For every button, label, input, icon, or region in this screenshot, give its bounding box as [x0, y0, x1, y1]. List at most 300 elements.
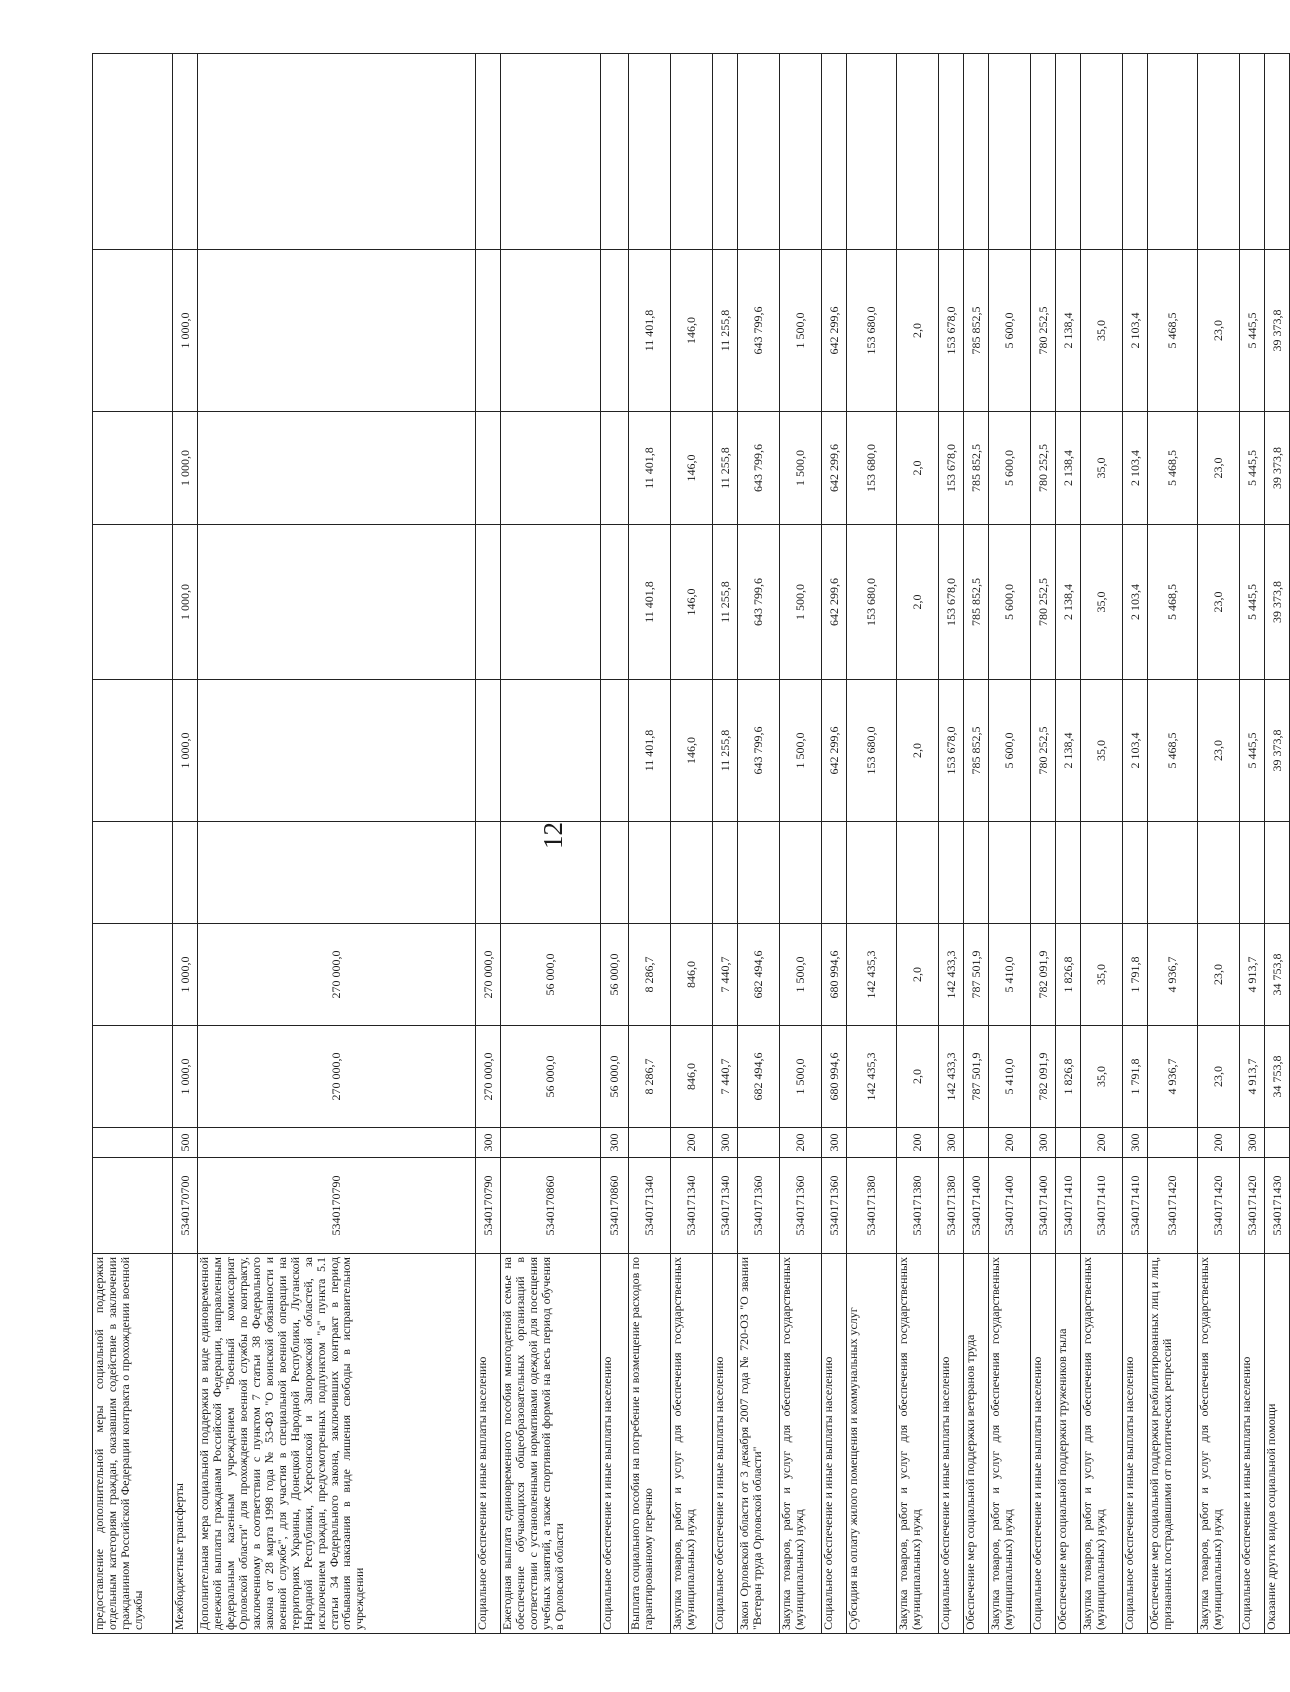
amount-cell: 35,0	[1081, 525, 1123, 680]
empty-cell	[1081, 54, 1123, 250]
amount-cell: 35,0	[1081, 680, 1123, 822]
amount-cell	[671, 822, 713, 924]
target-article-code-cell	[93, 1158, 173, 1254]
table-row	[601, 54, 629, 1634]
amount-cell: 23,0	[1198, 412, 1240, 525]
expense-type-code-cell	[1056, 1128, 1081, 1158]
amount-cell	[847, 822, 897, 924]
table-row	[847, 54, 897, 1634]
empty-cell	[93, 54, 173, 250]
amount-cell: 2 103,4	[1123, 525, 1148, 680]
amount-cell: 5 600,0	[989, 412, 1031, 525]
amount-cell	[198, 822, 476, 924]
target-article-code-cell: 5340171400	[1031, 1158, 1056, 1254]
amount-cell: 35,0	[1081, 250, 1123, 412]
row-name-cell: Оказание других видов социальной помощи	[1265, 1254, 1290, 1634]
row-name-cell: Закупка товаров, работ и услуг для обеспечения государственных (муниципальных) нужд	[897, 1254, 939, 1634]
table-row	[93, 54, 173, 1634]
amount-cell: 23,0	[1198, 250, 1240, 412]
amount-cell	[601, 822, 629, 924]
amount-cell: 643 799,6	[738, 680, 780, 822]
amount-cell: 270 000,0	[476, 924, 501, 1026]
amount-cell: 4 913,7	[1240, 1026, 1265, 1128]
table-row	[738, 54, 780, 1634]
empty-cell	[601, 54, 629, 250]
amount-cell: 2 103,4	[1123, 680, 1148, 822]
target-article-code-cell: 5340171360	[780, 1158, 822, 1254]
target-article-code-cell: 5340171430	[1265, 1158, 1290, 1254]
row-name-cell: Социальное обеспечение и иные выплаты населению	[1031, 1254, 1056, 1634]
expense-type-code-cell: 300	[1240, 1128, 1265, 1158]
amount-cell: 142 435,3	[847, 924, 897, 1026]
row-name-cell: Межбюджетные трансферты	[173, 1254, 198, 1634]
target-article-code-cell: 5340171400	[989, 1158, 1031, 1254]
amount-cell: 785 852,5	[964, 525, 989, 680]
row-name-cell: Дополнительная мера социальной поддержки в виде единовременной денежной выплаты гражданам Российской Федерации, направленным федеральным казенным учреждением "Военный комиссариат Орловской области" для прохождения военной службы по контракту, заключенному в соответствии с пунктом 7 статьи 38 Федерального закона от 28 марта 1998 года № 53-ФЗ "О воинской обязанности и военной службе", для участия в специальной военной операции на территориях Украины, Донецкой Народной Республики, Луганской Народной Республики, Херсонской и Запорожской областей, за исключением граждан, предусмотренных подпунктом "а" пункта 5.1 статьи 34 Федерального закона, заключивших контракт в период отбывания наказания в виде лишения свободы в исправительном учреждении	[198, 1254, 476, 1634]
amount-cell: 680 994,6	[822, 924, 847, 1026]
amount-cell: 787 501,9	[964, 1026, 989, 1128]
amount-cell: 146,0	[671, 412, 713, 525]
empty-cell	[173, 54, 198, 250]
expense-type-code-cell	[964, 1128, 989, 1158]
amount-cell: 2,0	[897, 1026, 939, 1128]
amount-cell	[93, 924, 173, 1026]
amount-cell: 5 445,5	[1240, 525, 1265, 680]
amount-cell: 846,0	[671, 1026, 713, 1128]
amount-cell: 2 103,4	[1123, 250, 1148, 412]
expense-type-code-cell: 300	[601, 1128, 629, 1158]
amount-cell: 1 500,0	[780, 1026, 822, 1128]
amount-cell: 1 000,0	[173, 680, 198, 822]
amount-cell: 4 936,7	[1148, 1026, 1198, 1128]
amount-cell	[198, 250, 476, 412]
amount-cell	[173, 822, 198, 924]
amount-cell: 23,0	[1198, 1026, 1240, 1128]
expense-type-code-cell	[198, 1128, 476, 1158]
amount-cell	[93, 525, 173, 680]
amount-cell: 642 299,6	[822, 250, 847, 412]
amount-cell: 5 600,0	[989, 250, 1031, 412]
amount-cell: 56 000,0	[501, 1026, 601, 1128]
row-name-cell: Социальное обеспечение и иные выплаты населению	[1123, 1254, 1148, 1634]
target-article-code-cell: 5340171340	[713, 1158, 738, 1254]
empty-cell	[847, 54, 897, 250]
amount-cell: 2 138,4	[1056, 525, 1081, 680]
amount-cell: 1 500,0	[780, 525, 822, 680]
amount-cell: 2,0	[897, 250, 939, 412]
amount-cell: 270 000,0	[198, 924, 476, 1026]
amount-cell: 39 373,8	[1265, 525, 1290, 680]
page-number: 12	[538, 822, 568, 849]
target-article-code-cell: 5340170790	[476, 1158, 501, 1254]
empty-cell	[822, 54, 847, 250]
amount-cell: 1 000,0	[173, 525, 198, 680]
amount-cell: 2 138,4	[1056, 412, 1081, 525]
row-name-cell: Закон Орловской области от 3 декабря 2007 года № 720-ОЗ "О звании "Ветеран труда Орловской области"	[738, 1254, 780, 1634]
amount-cell: 2 138,4	[1056, 680, 1081, 822]
amount-cell: 785 852,5	[964, 412, 989, 525]
amount-cell: 39 373,8	[1265, 412, 1290, 525]
amount-cell	[1056, 822, 1081, 924]
amount-cell: 142 433,3	[939, 924, 964, 1026]
table-row	[1198, 54, 1240, 1634]
expense-type-code-cell: 500	[173, 1128, 198, 1158]
amount-cell	[964, 822, 989, 924]
expense-type-code-cell: 200	[897, 1128, 939, 1158]
empty-cell	[1056, 54, 1081, 250]
amount-cell: 56 000,0	[501, 924, 601, 1026]
amount-cell	[1031, 822, 1056, 924]
amount-cell: 142 435,3	[847, 1026, 897, 1128]
row-name-cell: Обеспечение мер социальной поддержки ветеранов труда	[964, 1254, 989, 1634]
table-row	[1056, 54, 1081, 1634]
expense-type-code-cell: 300	[939, 1128, 964, 1158]
empty-cell	[476, 54, 501, 250]
empty-cell	[897, 54, 939, 250]
amount-cell	[1148, 822, 1198, 924]
amount-cell: 642 299,6	[822, 412, 847, 525]
amount-cell: 846,0	[671, 924, 713, 1026]
target-article-code-cell: 5340171410	[1123, 1158, 1148, 1254]
target-article-code-cell: 5340171360	[822, 1158, 847, 1254]
amount-cell: 1 500,0	[780, 250, 822, 412]
amount-cell: 5 410,0	[989, 924, 1031, 1026]
amount-cell: 146,0	[671, 525, 713, 680]
amount-cell: 153 678,0	[939, 680, 964, 822]
amount-cell: 2,0	[897, 525, 939, 680]
table-row	[1265, 54, 1290, 1634]
table-row	[198, 54, 476, 1634]
amount-cell: 4 936,7	[1148, 924, 1198, 1026]
target-article-code-cell: 5340171340	[629, 1158, 671, 1254]
amount-cell	[629, 822, 671, 924]
amount-cell: 34 753,8	[1265, 1026, 1290, 1128]
amount-cell: 7 440,7	[713, 924, 738, 1026]
amount-cell: 11 401,8	[629, 250, 671, 412]
empty-cell	[501, 54, 601, 250]
amount-cell	[1123, 822, 1148, 924]
amount-cell	[501, 680, 601, 822]
amount-cell: 153 678,0	[939, 525, 964, 680]
amount-cell: 780 252,5	[1031, 525, 1056, 680]
amount-cell: 5 468,5	[1148, 412, 1198, 525]
amount-cell	[501, 525, 601, 680]
expense-type-code-cell: 200	[989, 1128, 1031, 1158]
amount-cell: 1 000,0	[173, 412, 198, 525]
amount-cell: 642 299,6	[822, 680, 847, 822]
budget-table	[92, 53, 1290, 1634]
expense-type-code-cell: 200	[780, 1128, 822, 1158]
amount-cell: 153 678,0	[939, 412, 964, 525]
amount-cell	[939, 822, 964, 924]
amount-cell	[897, 822, 939, 924]
empty-cell	[738, 54, 780, 250]
target-article-code-cell: 5340170860	[501, 1158, 601, 1254]
amount-cell: 11 401,8	[629, 525, 671, 680]
expense-type-code-cell: 300	[713, 1128, 738, 1158]
row-name-cell: Закупка товаров, работ и услуг для обеспечения государственных (муниципальных) нужд	[1198, 1254, 1240, 1634]
amount-cell: 787 501,9	[964, 924, 989, 1026]
row-name-cell: Социальное обеспечение и иные выплаты населению	[476, 1254, 501, 1634]
amount-cell: 642 299,6	[822, 525, 847, 680]
target-article-code-cell: 5340171380	[939, 1158, 964, 1254]
expense-type-code-cell: 200	[671, 1128, 713, 1158]
row-name-cell: Социальное обеспечение и иные выплаты населению	[1240, 1254, 1265, 1634]
amount-cell: 5 600,0	[989, 680, 1031, 822]
empty-cell	[780, 54, 822, 250]
row-name-cell: Закупка товаров, работ и услуг для обеспечения государственных (муниципальных) нужд	[1081, 1254, 1123, 1634]
amount-cell: 153 680,0	[847, 250, 897, 412]
amount-cell: 785 852,5	[964, 680, 989, 822]
amount-cell: 11 255,8	[713, 525, 738, 680]
expense-type-code-cell: 300	[1031, 1128, 1056, 1158]
target-article-code-cell: 5340171410	[1081, 1158, 1123, 1254]
amount-cell	[601, 525, 629, 680]
table-row	[780, 54, 822, 1634]
target-article-code-cell: 5340171420	[1198, 1158, 1240, 1254]
amount-cell: 643 799,6	[738, 525, 780, 680]
amount-cell: 5 468,5	[1148, 680, 1198, 822]
target-article-code-cell: 5340171360	[738, 1158, 780, 1254]
empty-cell	[939, 54, 964, 250]
amount-cell: 5 600,0	[989, 525, 1031, 680]
expense-type-code-cell	[1265, 1128, 1290, 1158]
table-row	[1123, 54, 1148, 1634]
amount-cell: 5 410,0	[989, 1026, 1031, 1128]
amount-cell: 39 373,8	[1265, 250, 1290, 412]
amount-cell: 2,0	[897, 412, 939, 525]
amount-cell: 1 791,8	[1123, 1026, 1148, 1128]
amount-cell: 153 680,0	[847, 525, 897, 680]
amount-cell	[601, 412, 629, 525]
amount-cell: 785 852,5	[964, 250, 989, 412]
expense-type-code-cell	[93, 1128, 173, 1158]
amount-cell	[601, 680, 629, 822]
table-row	[501, 54, 601, 1634]
expense-type-code-cell	[501, 1128, 601, 1158]
amount-cell	[476, 680, 501, 822]
amount-cell: 146,0	[671, 680, 713, 822]
amount-cell	[738, 822, 780, 924]
empty-cell	[713, 54, 738, 250]
row-name-cell: Социальное обеспечение и иные выплаты населению	[713, 1254, 738, 1634]
amount-cell	[1240, 822, 1265, 924]
amount-cell: 142 433,3	[939, 1026, 964, 1128]
empty-cell	[1123, 54, 1148, 250]
amount-cell: 1 826,8	[1056, 1026, 1081, 1128]
amount-cell	[713, 822, 738, 924]
table-row	[1148, 54, 1198, 1634]
empty-cell	[198, 54, 476, 250]
amount-cell: 682 494,6	[738, 1026, 780, 1128]
amount-cell: 682 494,6	[738, 924, 780, 1026]
expense-type-code-cell	[1148, 1128, 1198, 1158]
target-article-code-cell: 5340170860	[601, 1158, 629, 1254]
amount-cell: 2,0	[897, 680, 939, 822]
amount-cell: 1 000,0	[173, 924, 198, 1026]
empty-cell	[629, 54, 671, 250]
amount-cell	[93, 412, 173, 525]
amount-cell: 780 252,5	[1031, 412, 1056, 525]
amount-cell	[601, 250, 629, 412]
row-name-cell: Выплата социального пособия на погребение и возмещение расходов по гарантированному перечню	[629, 1254, 671, 1634]
table-row	[671, 54, 713, 1634]
expense-type-code-cell: 300	[822, 1128, 847, 1158]
table-row	[897, 54, 939, 1634]
target-article-code-cell: 5340171380	[847, 1158, 897, 1254]
amount-cell: 5 445,5	[1240, 412, 1265, 525]
amount-cell	[93, 1026, 173, 1128]
amount-cell: 1 000,0	[173, 250, 198, 412]
amount-cell: 11 255,8	[713, 412, 738, 525]
amount-cell: 5 445,5	[1240, 680, 1265, 822]
amount-cell: 39 373,8	[1265, 680, 1290, 822]
empty-cell	[1148, 54, 1198, 250]
row-name-cell: Социальное обеспечение и иные выплаты населению	[939, 1254, 964, 1634]
amount-cell: 8 286,7	[629, 924, 671, 1026]
amount-cell	[1198, 822, 1240, 924]
amount-cell	[93, 680, 173, 822]
amount-cell: 782 091,9	[1031, 1026, 1056, 1128]
amount-cell: 23,0	[1198, 525, 1240, 680]
amount-cell: 2 138,4	[1056, 250, 1081, 412]
amount-cell	[501, 822, 601, 924]
budget-table-rotated	[92, 54, 1284, 1634]
amount-cell: 270 000,0	[198, 1026, 476, 1128]
amount-cell: 4 913,7	[1240, 924, 1265, 1026]
table-body	[93, 54, 1290, 1634]
amount-cell	[476, 412, 501, 525]
table-row	[964, 54, 989, 1634]
amount-cell	[198, 412, 476, 525]
amount-cell: 35,0	[1081, 1026, 1123, 1128]
amount-cell: 1 500,0	[780, 680, 822, 822]
amount-cell	[476, 525, 501, 680]
amount-cell: 270 000,0	[476, 1026, 501, 1128]
amount-cell: 8 286,7	[629, 1026, 671, 1128]
amount-cell: 782 091,9	[1031, 924, 1056, 1026]
expense-type-code-cell: 300	[1123, 1128, 1148, 1158]
amount-cell: 1 791,8	[1123, 924, 1148, 1026]
amount-cell	[476, 250, 501, 412]
table-row	[989, 54, 1031, 1634]
row-name-cell: Закупка товаров, работ и услуг для обеспечения государственных (муниципальных) нужд	[780, 1254, 822, 1634]
amount-cell: 5 468,5	[1148, 250, 1198, 412]
empty-cell	[1265, 54, 1290, 250]
target-article-code-cell: 5340170790	[198, 1158, 476, 1254]
table-row	[939, 54, 964, 1634]
table-row	[476, 54, 501, 1634]
amount-cell: 146,0	[671, 250, 713, 412]
amount-cell: 1 000,0	[173, 1026, 198, 1128]
amount-cell: 56 000,0	[601, 924, 629, 1026]
table-row	[1081, 54, 1123, 1634]
expense-type-code-cell: 200	[1081, 1128, 1123, 1158]
target-article-code-cell: 5340171380	[897, 1158, 939, 1254]
table-row	[629, 54, 671, 1634]
amount-cell	[1265, 822, 1290, 924]
amount-cell	[989, 822, 1031, 924]
empty-cell	[964, 54, 989, 250]
amount-cell: 11 255,8	[713, 250, 738, 412]
row-name-cell: предоставление дополнительной меры социальной поддержки отдельным категориям граждан, оказавшим содействие в заключении гражданином Российской Федерации контракта о прохождении военной службы	[93, 1254, 173, 1634]
amount-cell: 11 401,8	[629, 680, 671, 822]
row-name-cell: Закупка товаров, работ и услуг для обеспечения государственных (муниципальных) нужд	[989, 1254, 1031, 1634]
row-name-cell: Закупка товаров, работ и услуг для обеспечения государственных (муниципальных) нужд	[671, 1254, 713, 1634]
amount-cell: 643 799,6	[738, 250, 780, 412]
amount-cell: 56 000,0	[601, 1026, 629, 1128]
amount-cell: 5 468,5	[1148, 525, 1198, 680]
target-article-code-cell: 5340171400	[964, 1158, 989, 1254]
table-row	[173, 54, 198, 1634]
amount-cell	[501, 412, 601, 525]
row-name-cell: Обеспечение мер социальной поддержки тружеников тыла	[1056, 1254, 1081, 1634]
table-row	[1031, 54, 1056, 1634]
amount-cell: 780 252,5	[1031, 250, 1056, 412]
target-article-code-cell: 5340171420	[1240, 1158, 1265, 1254]
amount-cell: 643 799,6	[738, 412, 780, 525]
amount-cell: 780 252,5	[1031, 680, 1056, 822]
amount-cell	[198, 680, 476, 822]
amount-cell: 153 680,0	[847, 680, 897, 822]
empty-cell	[1198, 54, 1240, 250]
expense-type-code-cell	[847, 1128, 897, 1158]
amount-cell: 23,0	[1198, 680, 1240, 822]
row-name-cell: Ежегодная выплата единовременного пособия многодетной семье на обеспечение обучающихся общеобразовательных организаций в соответствии с установленными нормативами одеждой для посещения учебных занятий, а также спортивной формой на весь период обучения в Орловской области	[501, 1254, 601, 1634]
target-article-code-cell: 5340171420	[1148, 1158, 1198, 1254]
row-name-cell: Социальное обеспечение и иные выплаты населению	[822, 1254, 847, 1634]
amount-cell: 23,0	[1198, 924, 1240, 1026]
table-row	[822, 54, 847, 1634]
amount-cell: 2 103,4	[1123, 412, 1148, 525]
amount-cell: 2,0	[897, 924, 939, 1026]
table-row	[1240, 54, 1265, 1634]
amount-cell: 7 440,7	[713, 1026, 738, 1128]
target-article-code-cell: 5340171340	[671, 1158, 713, 1254]
amount-cell	[780, 822, 822, 924]
amount-cell: 5 445,5	[1240, 250, 1265, 412]
amount-cell: 1 500,0	[780, 924, 822, 1026]
row-name-cell: Социальное обеспечение и иные выплаты населению	[601, 1254, 629, 1634]
amount-cell: 153 678,0	[939, 250, 964, 412]
amount-cell: 35,0	[1081, 924, 1123, 1026]
row-name-cell: Субсидия на оплату жилого помещения и коммунальных услуг	[847, 1254, 897, 1634]
expense-type-code-cell: 200	[1198, 1128, 1240, 1158]
amount-cell: 1 500,0	[780, 412, 822, 525]
amount-cell: 11 401,8	[629, 412, 671, 525]
expense-type-code-cell	[738, 1128, 780, 1158]
expense-type-code-cell	[629, 1128, 671, 1158]
amount-cell: 11 255,8	[713, 680, 738, 822]
amount-cell	[501, 250, 601, 412]
amount-cell	[822, 822, 847, 924]
table-row	[713, 54, 738, 1634]
target-article-code-cell: 5340170700	[173, 1158, 198, 1254]
amount-cell: 34 753,8	[1265, 924, 1290, 1026]
amount-cell: 35,0	[1081, 412, 1123, 525]
amount-cell	[198, 525, 476, 680]
amount-cell: 153 680,0	[847, 412, 897, 525]
amount-cell	[1081, 822, 1123, 924]
empty-cell	[1240, 54, 1265, 250]
amount-cell: 1 826,8	[1056, 924, 1081, 1026]
empty-cell	[1031, 54, 1056, 250]
amount-cell	[476, 822, 501, 924]
expense-type-code-cell: 300	[476, 1128, 501, 1158]
row-name-cell: Обеспечение мер социальной поддержки реабилитированных лиц и лиц, признанных пострадавшими от политических репрессий	[1148, 1254, 1198, 1634]
empty-cell	[671, 54, 713, 250]
empty-cell	[989, 54, 1031, 250]
